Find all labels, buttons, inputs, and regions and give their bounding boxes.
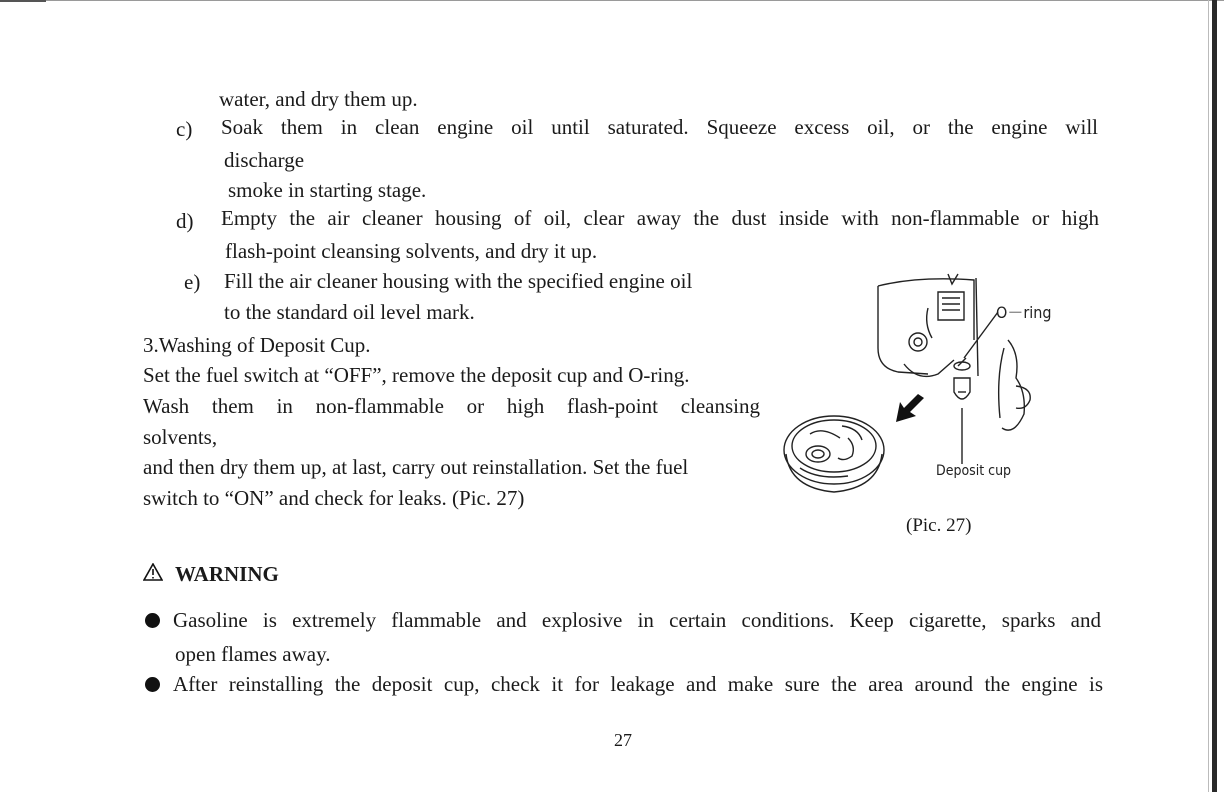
section-3-line: Set the fuel switch at “OFF”, remove the deposit cup and O-ring.: [143, 363, 690, 387]
page-edge: [1212, 0, 1217, 792]
section-3-line: switch to “ON” and check for leaks. (Pic. 27): [143, 486, 525, 510]
step-c-line2: discharge: [224, 148, 305, 172]
step-c-label: c): [176, 117, 193, 141]
top-edge-mark: [0, 0, 46, 2]
figure-caption: (Pic. 27): [906, 515, 972, 536]
step-d-label: d): [176, 209, 194, 233]
o-ring-label: O－ring: [996, 303, 1052, 322]
page-edge-shadow: [1208, 0, 1209, 792]
step-d-line1: Empty the air cleaner housing of oil, clear away the dust inside with non-flammable or high: [221, 206, 1099, 230]
section-3-heading: 3.Washing of Deposit Cup.: [143, 333, 371, 357]
warning-heading: [143, 562, 279, 587]
step-c-line3: smoke in starting stage.: [228, 178, 427, 202]
page-number: 27: [614, 730, 632, 750]
step-e-line1: Fill the air cleaner housing with the specified engine oil: [224, 269, 693, 293]
step-c-line1: Soak them in clean engine oil until saturated. Squeeze excess oil, or the engine will: [221, 115, 1098, 139]
deposit-cup-figure: [778, 268, 1068, 518]
warning-triangle-icon: [143, 562, 163, 587]
warning-bullet-1-line2: open flames away.: [175, 642, 331, 666]
warning-bullet-1-line1: Gasoline is extremely flammable and explosive in certain conditions. Keep cigarette, sparks and: [173, 608, 1101, 632]
section-3-line: solvents,: [143, 425, 218, 449]
bullet-dot: [145, 613, 160, 628]
step-e-label: e): [184, 270, 201, 294]
bullet-dot: [145, 677, 160, 692]
section-3-line: Wash them in non-flammable or high flash-point cleansing: [143, 394, 760, 418]
section-3-line: and then dry them up, at last, carry out reinstallation. Set the fuel: [143, 455, 689, 479]
step-d-line2: flash-point cleansing solvents, and dry it up.: [225, 239, 598, 263]
warning-bullet-2-line1: After reinstalling the deposit cup, check it for leakage and make sure the area around the engine is: [173, 672, 1103, 696]
step-e-line2: to the standard oil level mark.: [224, 300, 475, 324]
step-b-tail: water, and dry them up.: [219, 87, 418, 111]
warning-heading-text: WARNING: [175, 562, 279, 586]
top-edge-rule: [0, 0, 1224, 1]
deposit-cup-label: Deposit cup: [936, 463, 1012, 479]
